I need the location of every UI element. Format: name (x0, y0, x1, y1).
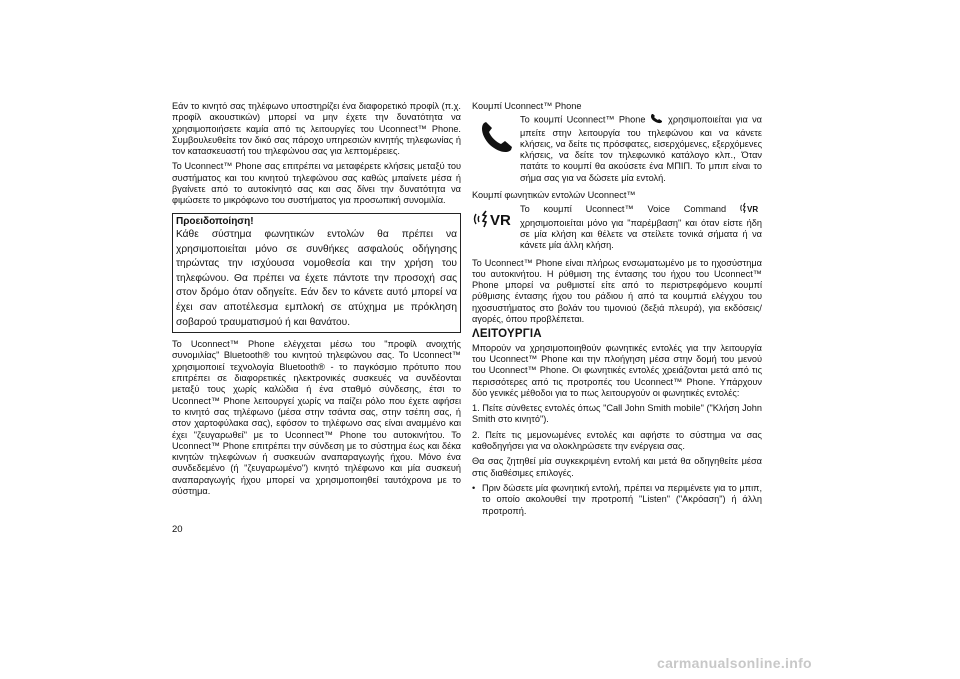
phone-icon (472, 113, 520, 155)
paragraph-phone-profile: Εάν το κινητό σας τηλέφωνο υποστηρίζει ένα διαφορετικό προφίλ (π.χ. προφίλ ακουστικών) μπορεί να μην έχετε την δυνατότητα να χρησιμοποιήσετε καμία από τις λειτουργίες του Uconnect™ Phone. Συμβουλευθείτε τον δικό σας πάροχο υπηρεσιών κινητής τηλεφωνίας ή τον κατασκευαστή του τηλεφώνου σας για λεπτομέρειες. (172, 101, 461, 157)
paragraph-step-1: 1. Πείτε σύνθετες εντολές όπως "Call John Smith mobile" ("Κλήση John Smith στο κινητό"). (472, 403, 762, 425)
vr-icon-text: VR (490, 212, 511, 230)
phone-button-description (520, 113, 762, 184)
bullet-item-beep (472, 483, 762, 517)
paragraph-operation: Μπορούν να χρησιμοποιηθούν φωνητικές εντολές για την λειτουργία του Uconnect™ Phone και την πλοήγηση μέσα στην δομή του μενού του Uconnect™ Phone. Οι φωνητικές εντολές χρειάζονται μετά από τις περισσότερες από τις προτροπές του Uconnect™ Phone. Υπάρχουν δύο γενικές μέθοδοι για το πως λειτουργούν οι φωνητικές εντολές: (472, 342, 762, 398)
phone-inline-icon (650, 113, 664, 127)
vr-button-description (520, 202, 762, 251)
phone-button-text-b: χρησιμοποιείται για να μπείτε στην λειτουργία του τηλεφώνου και να κάνετε κλήσεις, να δείτε τις πρόσφατες, εισερχόμενες, εξερχόμενες κλήσεις, να δείτε τον τηλεφωνικό κατάλογο κλπ., Όταν πατάτε το κουμπί θα ακούσετε ένα ΜΠΙΠ. Το μπιπ είναι το σήμα σας για να δώσετε μία εντολή. (520, 114, 762, 183)
vr-button-text-b: χρησιμοποιείται μόνο για "παρέμβαση" και όταν είστε ήδη σε μία κλήση και θέλετε να στείλετε τονικά σήματα ή να κάνετε μία άλλη κλήση. (520, 217, 762, 251)
phone-button-item (472, 113, 762, 184)
bullet-text: Πριν δώσετε μία φωνητική εντολή, πρέπει να περιμένετε για το μπιπ, το οποίο ακολουθεί την προτροπή "Listen" ("Ακρόαση") ή άλλη προτροπή. (482, 482, 762, 516)
warning-body: Κάθε σύστημα φωνητικών εντολών θα πρέπει να χρησιμοποιείται μόνο σε συνθήκες ασφαλούς οδήγησης τηρώντας την ισχύουσα νομοθεσία και την χρήση του τηλεφώνου. Θα πρέπει να έχετε πάντοτε την προσοχή σας στον δρόμο όταν οδηγείτε. Εάν δεν το κάνετε αυτό μπορεί να έχει σαν αποτέλεσμα εμπλοκή σε ατύχημα με πρόκληση σοβαρού τραυματισμού ή και θανάτου. (176, 228, 457, 328)
vr-inline-icon-text: VR (746, 205, 759, 215)
phone-button-heading: Κουμπί Uconnect™ Phone (472, 101, 582, 111)
paragraph-bluetooth: Το Uconnect™ Phone ελέγχεται μέσω του "προφίλ ανοιχτής συνομιλίας" Bluetooth® του κινητού τηλεφώνου σας. Το Uconnect™ χρησιμοποιεί τεχνολογία Bluetooth® - το παγκόσμιο πρότυπο που επιτρέπει σε διαφορετικές ηλεκτρονικές συσκευές να συνδέονται μεταξύ τους χωρίς καλώδια ή ένα σταθμό σύνδεσης, έτσι το Uconnect™ Phone λειτουργεί χωρίς να παίζει ρόλο που έχετε αφήσει το κινητό σας τηλέφωνο (μέσα στην τσάντα σας, στην τσέπη σας, ή στον χαρτοφύλακα σας), εφόσον το τηλέφωνο σας είναι αναμμένο και έχει "ζευγαρωθεί" με το Uconnect™ Phone του αυτοκινήτου. Το Uconnect™ Phone επιτρέπει την σύνδεση με το σύστημα έως και δέκα κινητών τηλεφώνων ή συσκευών αναπαραγωγής ήχου. Μόνο ένα συνδεδεμένο (ή "ζευγαρωμένο") κινητό τηλέφωνο και μία συσκευή αναπαραγωγής ήχου μπορεί να χρησιμοποιηθεί ταυτόχρονα με το σύστημα. (172, 339, 461, 496)
warning-title: Προειδοποίηση! (176, 215, 254, 227)
watermark: carmanualsonline.info (657, 655, 812, 671)
bullet-marker: • (472, 482, 476, 493)
paragraph-call-transfer: Το Uconnect™ Phone σας επιτρέπει να μεταφέρετε κλήσεις μεταξύ του συστήματος και του κινητού τηλεφώνου σας καθώς μπαίνετε μέσα ή βγαίνετε από το αυτοκίνητό σας και σας δίνει την δυνατότητα να φιμώσετε το μικρόφωνο του συστήματος για προσωπική συνομιλία. (172, 161, 461, 206)
left-column (172, 101, 461, 501)
page-number: 20 (172, 524, 183, 535)
paragraph-guided: Θα σας ζητηθεί μία συγκεκριμένη εντολή και μετά θα οδηγηθείτε μέσα στις διαθέσιμες επιλογές. (472, 456, 762, 478)
section-title-operation: ΛΕΙΤΟΥΡΓΙΑ (472, 328, 542, 341)
vr-button-heading: Κουμπί φωνητικών εντολών Uconnect™ (472, 190, 636, 201)
warning-box (172, 213, 461, 333)
vr-button-text-a: Το κουμπί Uconnect™ Voice Command (520, 204, 727, 215)
right-column (472, 101, 762, 517)
vr-button-item (472, 202, 762, 251)
voice-command-inline-icon (740, 202, 762, 217)
phone-button-text-a: Το κουμπί Uconnect™ Phone (520, 114, 646, 125)
paragraph-integration: Το Uconnect™ Phone είναι πλήρως ενσωματωμένο με το ηχοσύστημα του αυτοκινήτου. Η ρύθμιση της έντασης του ήχου του Uconnect™ Phone μπορεί να ρυθμιστεί είτε από το περιστρεφόμενο κουμπί ρύθμισης έντασης ήχου του ράδιου ή από τα κουμπιά ελέγχου του ηχοσυστήματος στο βολάν του τιμονιού (δεξιά πλευρά), για εκδόσεις/αγορές, όπου προβλέπεται. (472, 257, 762, 325)
paragraph-step-2: 2. Πείτε τις μεμονωμένες εντολές και αφήστε το σύστημα να σας καθοδηγήσει για να ολοκληρώσετε την ενέργεια σας. (472, 429, 762, 452)
voice-command-icon (472, 202, 520, 230)
